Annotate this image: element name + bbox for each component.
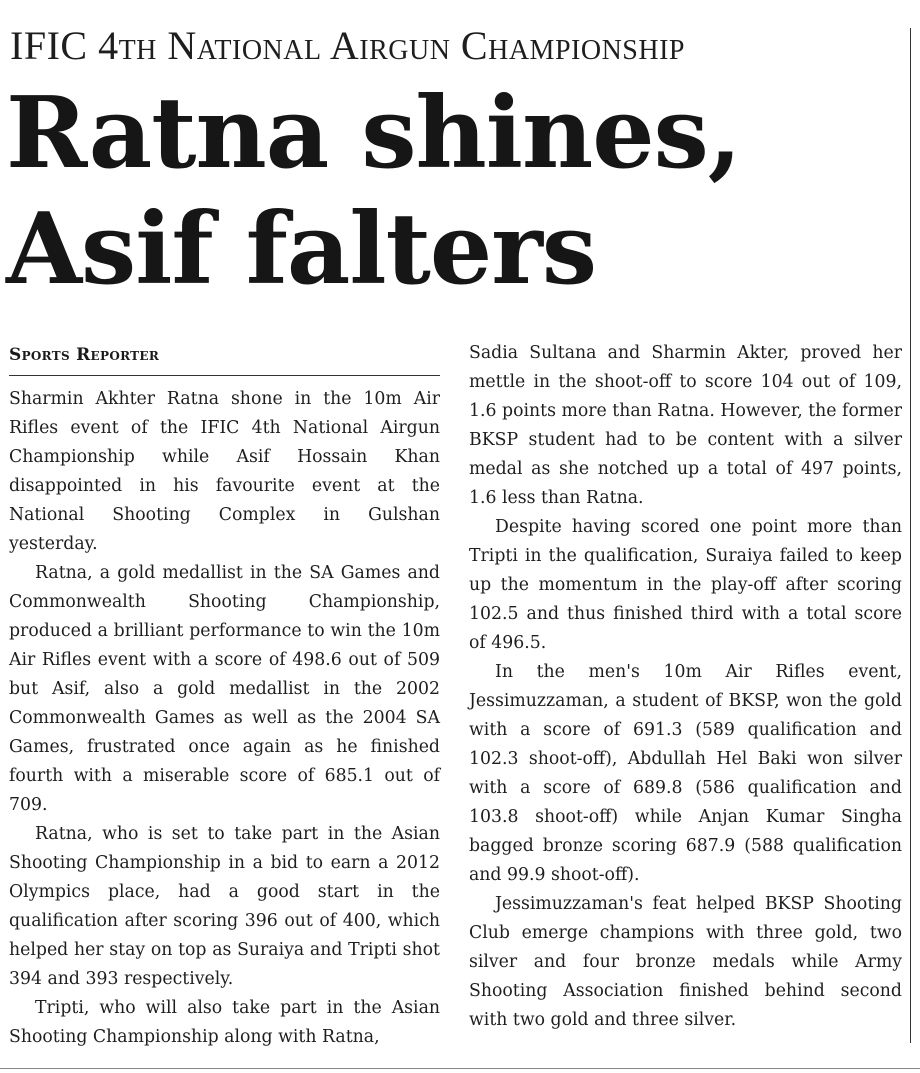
paragraph: Ratna, a gold medallist in the SA Games and Commonwealth Shooting Championship, produced a brilliant performance to win the 10m Air Rifles event with a score of 498.6 out of 509 but Asif, also a gold medallist in the 2002 Commonwealth Games as well as the 2004 SA Games, frustrated once again as he finished fourth with a miserable score of 685.1 out of 709.	[9, 563, 440, 815]
article-headline	[6, 76, 896, 308]
byline-divider	[9, 375, 440, 376]
paragraph: Ratna, who is set to take part in the Asian Shooting Championship in a bid to earn a 2012 Olympics place, had a good start in the qualification after scoring 396 out of 400, which helped her stay on top as Suraiya and Tripti shot 394 and 393 respectively.	[9, 824, 440, 989]
paragraph: Sadia Sultana and Sharmin Akter, proved her mettle in the shoot-off to score 104 out of 109, 1.6 points more than Ratna. However, the former BKSP student had to be content with a silver medal as she notched up a total of 497 points, 1.6 less than Ratna.	[469, 343, 902, 508]
paragraph: Jessimuzzaman's feat helped BKSP Shooting Club emerge champions with three gold, two silver and four bronze medals while Army Shooting Association finished behind second with two gold and three silver.	[469, 894, 902, 1030]
paragraph: Sharmin Akhter Ratna shone in the 10m Air Rifles event of the IFIC 4th National Airgun Championship while Asif Hossain Khan disappointed in his favourite event at the National Shooting Complex in Gulshan yesterday.	[9, 389, 440, 554]
headline-line-2: Asif falters	[6, 192, 597, 307]
byline: Sports Reporter	[9, 345, 160, 365]
headline-line-1: Ratna shines,	[6, 76, 741, 191]
article-kicker: IFIC 4th National Airgun Championship	[10, 23, 685, 68]
paragraph: In the men's 10m Air Rifles event, Jessimuzzaman, a student of BKSP, won the gold with a score of 691.3 (589 qualification and 102.3 shoot-off), Abdullah Hel Baki won silver with a score of 689.8 (586 qualification and 103.8 shoot-off) while Anjan Kumar Singha bagged bronze scoring 687.9 (588 qualification and 99.9 shoot-off).	[469, 662, 902, 885]
column-divider-right	[910, 28, 911, 1043]
left-column	[9, 385, 440, 1052]
right-column	[469, 339, 902, 1035]
paragraph: Despite having scored one point more than Tripti in the qualification, Suraiya failed to keep up the momentum in the play-off after scoring 102.5 and thus finished third with a total score of 496.5.	[469, 517, 902, 653]
bottom-rule	[0, 1068, 920, 1069]
paragraph: Tripti, who will also take part in the Asian Shooting Championship along with Ratna,	[9, 998, 440, 1047]
